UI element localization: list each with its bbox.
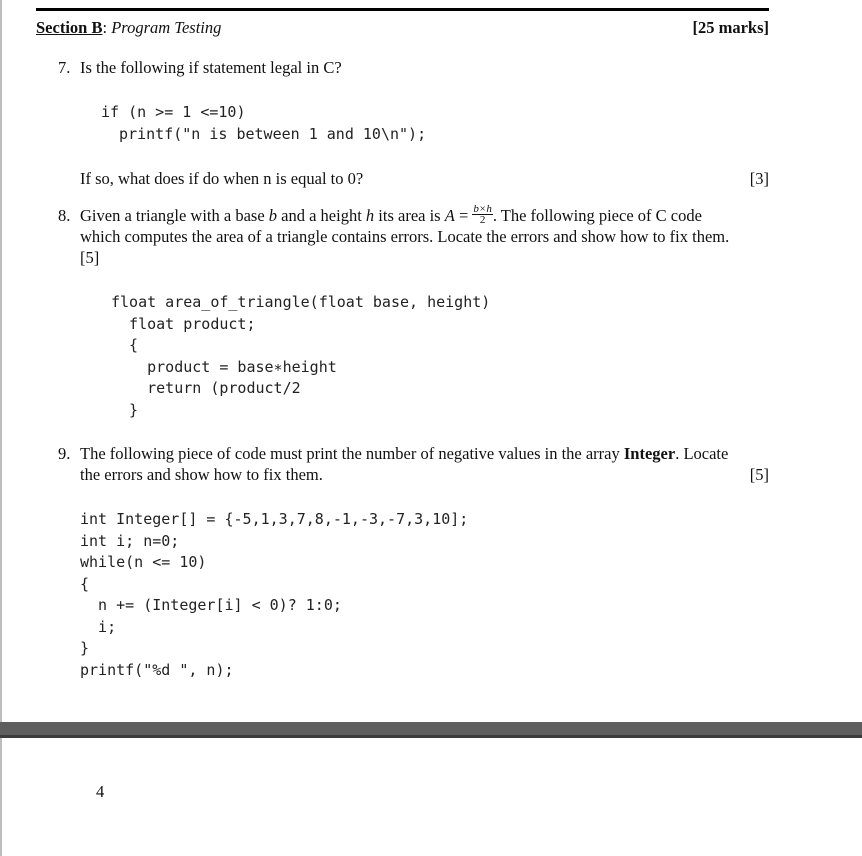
q8-equals: = — [454, 206, 473, 225]
section-heading — [36, 18, 221, 38]
section-marks: [25 marks] — [692, 18, 769, 37]
q8-text-2: and a height — [277, 206, 366, 225]
section-sep: : — [102, 18, 108, 37]
q9-text-2: . Locate — [675, 444, 729, 463]
page-border — [0, 0, 2, 722]
q8-number: 8. — [58, 206, 71, 225]
q9-line-1 — [80, 444, 728, 464]
next-page — [0, 738, 862, 856]
q7-marks: [3] — [749, 169, 769, 188]
page-number: 4 — [96, 782, 105, 801]
q9-text-1: The following piece of code must print the number of negative values in the array — [80, 444, 624, 463]
q7-question: Is the following if statement legal in C? — [80, 58, 342, 77]
area-fraction — [472, 204, 492, 225]
q9-code: int Integer[] = {-5,1,3,7,8,-1,-3,-7,3,10]; int i; n=0; while(n <= 10) { n += (Integer[i] < 0)? 1:0; i; } printf("%d ", n); — [80, 510, 469, 679]
section-title: Program Testing — [111, 18, 222, 37]
q8-text-1: Given a triangle with a base — [80, 206, 269, 225]
q7-number: 7. — [58, 58, 71, 77]
q8-text-4: . The following piece of C code — [492, 206, 702, 225]
q7-followup: If so, what does if do when n is equal to 0? — [80, 169, 364, 188]
q8-code: float area_of_triangle(float base, height) float product; { product = base∗height return (product/2 } — [111, 293, 491, 419]
q8-line-1 — [80, 202, 702, 228]
q8-text-3: its area is — [374, 206, 445, 225]
fraction-denominator: 2 — [479, 213, 486, 226]
q8-line-2: which computes the area of a triangle contains errors. Locate the errors and show how to fix them. — [80, 227, 730, 246]
q9-array-name: Integer — [623, 444, 676, 463]
q9-marks: [5] — [749, 465, 769, 484]
q9-number: 9. — [58, 444, 71, 463]
q9-line-2: the errors and show how to fix them. — [80, 465, 323, 484]
section-label: Section B — [36, 18, 103, 37]
q8-var-b: b — [268, 206, 278, 225]
header-rule — [36, 8, 769, 11]
q8-var-A: A — [444, 206, 455, 225]
fraction-numerator: b×h — [473, 202, 492, 215]
q8-var-h: h — [365, 206, 375, 225]
next-page-border — [0, 738, 2, 856]
q7-code: if (n >= 1 <=10) printf("n is between 1 and 10\n"); — [101, 103, 427, 143]
q8-marks: [5] — [80, 248, 100, 267]
